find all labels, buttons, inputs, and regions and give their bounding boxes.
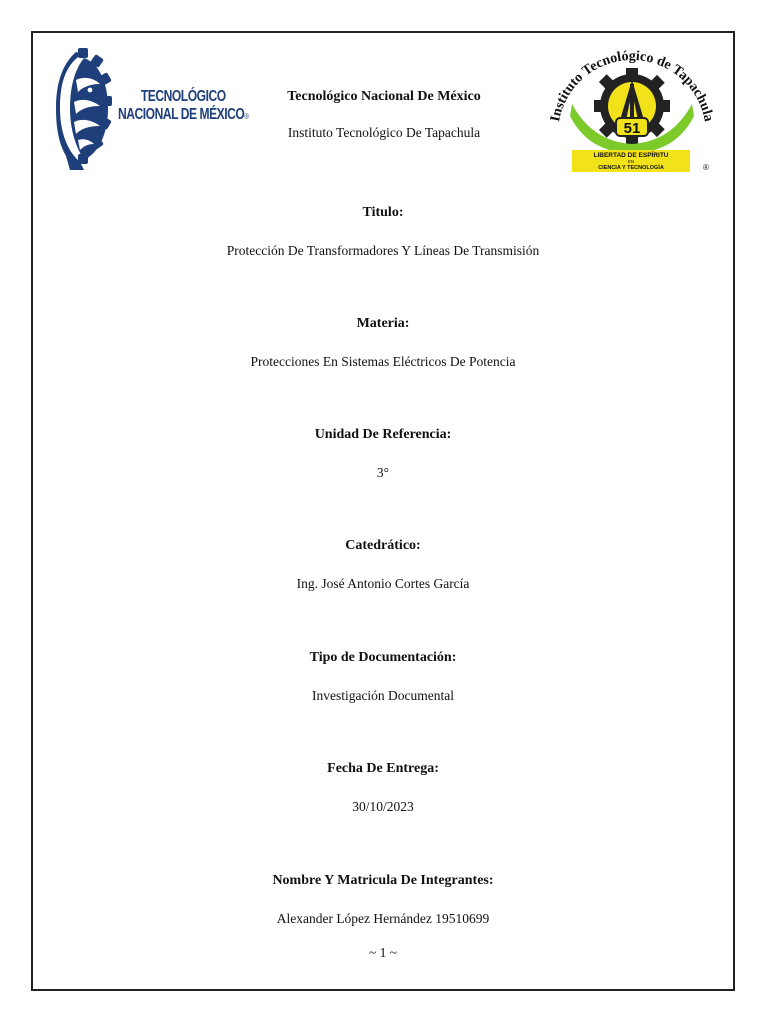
- tecnm-eagle-gear-icon: [56, 46, 116, 174]
- itt-logo: [544, 44, 720, 180]
- section-label: Materia:: [356, 316, 410, 331]
- section-members: [33, 873, 733, 927]
- section-label: Unidad De Referencia:: [314, 427, 452, 442]
- tecnm-logo: [56, 46, 249, 174]
- tecnm-line-1: TECNOLÓGICO: [140, 88, 226, 105]
- header-subtitle: Instituto Tecnológico De Tapachula: [287, 125, 481, 140]
- section-label: Catedrático:: [345, 538, 421, 553]
- page-number: ~ 1 ~: [368, 945, 398, 960]
- tecnm-line-2: NACIONAL DE MÉXICO: [118, 106, 245, 123]
- itt-motto-2: EN: [627, 159, 635, 164]
- section-value: Protecciones En Sistemas Eléctricos De Potencia: [250, 354, 516, 369]
- section-label: Nombre Y Matricula De Integrantes:: [272, 873, 494, 888]
- section-value: Ing. José Antonio Cortes García: [296, 576, 470, 591]
- itt-arc-text: Instituto Tecnológico de Tapachula: [548, 48, 716, 123]
- section-unit: [33, 427, 733, 481]
- section-value: 3°: [376, 465, 390, 480]
- itt-seal-icon: [544, 44, 720, 180]
- section-due-date: [33, 761, 733, 815]
- section-value: 30/10/2023: [352, 799, 414, 814]
- itt-number: 51: [623, 120, 641, 137]
- section-label: Fecha De Entrega:: [327, 761, 439, 776]
- section-value: Investigación Documental: [311, 688, 455, 703]
- itt-motto-3: CIENCIA Y TECNOLOGÍA: [598, 165, 664, 171]
- itt-motto-1: LIBERTAD DE ESPÍRITU: [593, 152, 669, 159]
- header-institution: [250, 89, 518, 141]
- section-doc-type: [33, 650, 733, 704]
- section-title: [33, 205, 733, 259]
- section-value: Alexander López Hernández 19510699: [276, 911, 490, 926]
- registered-mark: ®: [244, 112, 249, 121]
- itt-registered-mark: ®: [703, 163, 709, 172]
- header-title: Tecnológico Nacional De México: [287, 89, 481, 104]
- section-label: Tipo de Documentación:: [309, 650, 457, 665]
- section-label: Titulo:: [362, 205, 404, 220]
- section-value: Protección De Transformadores Y Líneas De Transmisión: [226, 243, 540, 258]
- section-subject: [33, 316, 733, 370]
- section-professor: [33, 538, 733, 592]
